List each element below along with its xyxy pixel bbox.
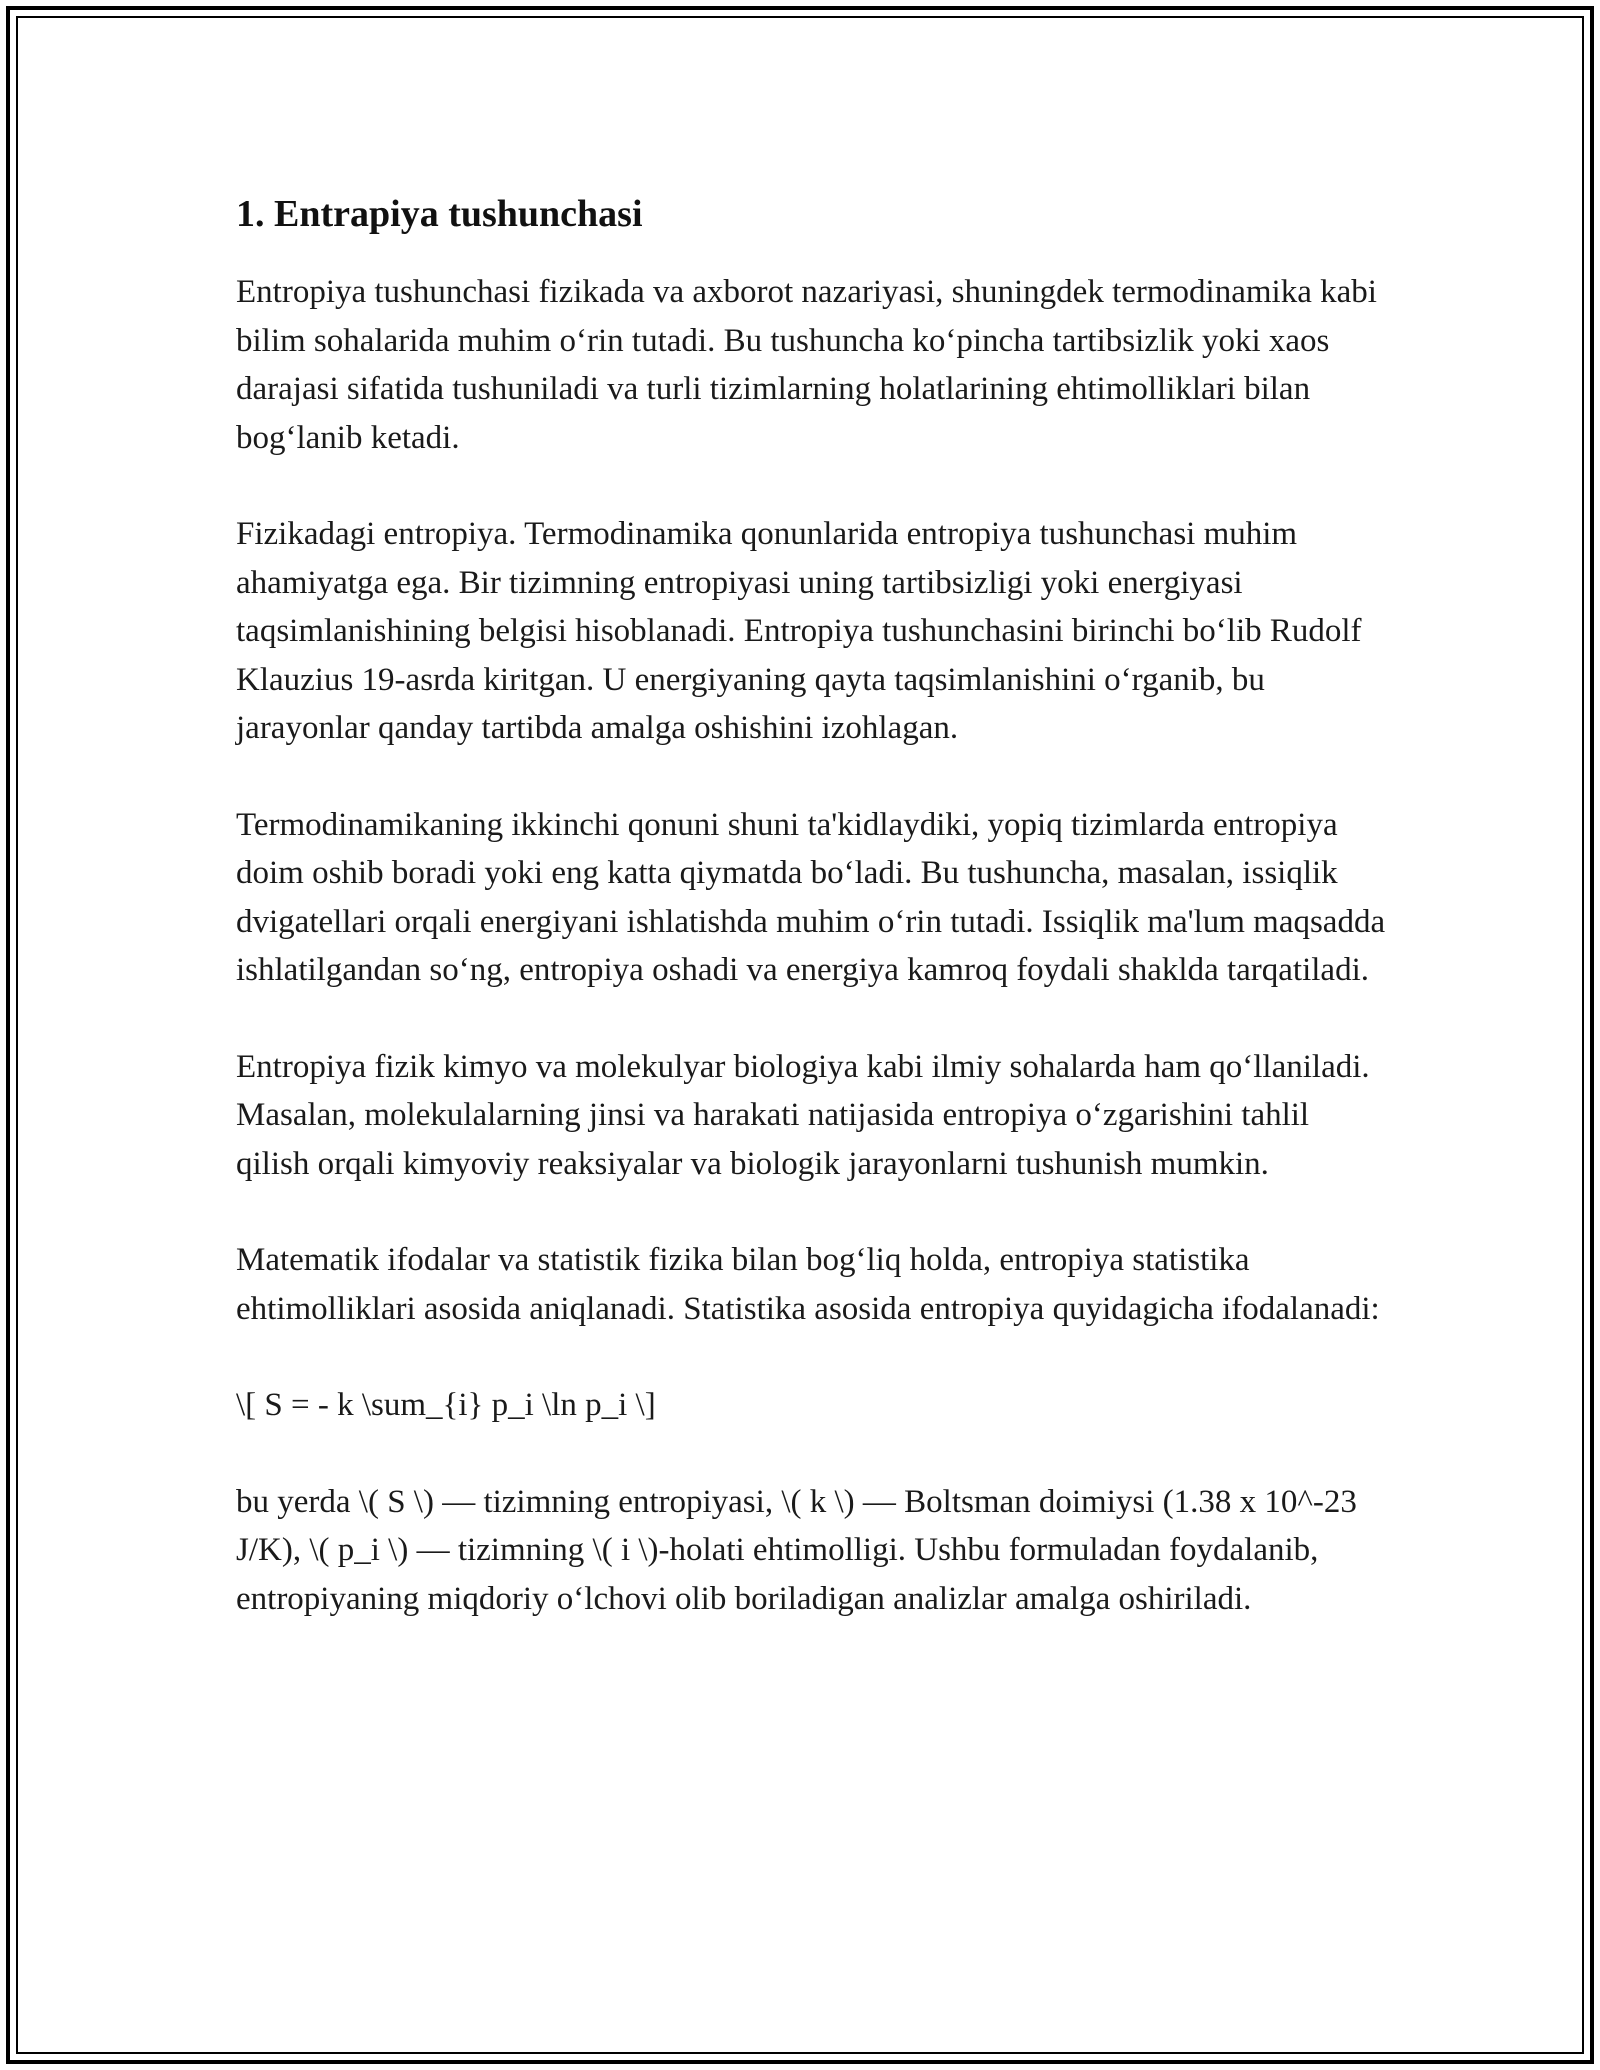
document-body — [236, 186, 1386, 1671]
paragraph-statistical: Matematik ifodalar va statistik fizika bilan bog‘liq holda, entropiya statistika ehtimolliklari asosida aniqlanadi. Statistika asosida entropiya quyidagicha ifodalanadi: — [236, 1242, 1380, 1327]
paragraph-chemistry-biology: Entropiya fizik kimyo va molekulyar biologiya kabi ilmiy sohalarda ham qo‘llaniladi. Masalan, molekulalarning jinsi va harakati natijasida entropiya o‘zgarishini tahlil qilish orqali kimyoviy reaksiyalar va biologik jarayonlarni tushunish mumkin. — [236, 1048, 1370, 1182]
entropy-formula: \[ S = - k \sum_{i} p_i \ln p_i \] — [236, 1387, 656, 1423]
section-heading: 1. Entrapiya tushunchasi — [236, 193, 643, 235]
paragraph-formula-explanation: bu yerda \( S \) — tizimning entropiyasi, \( k \) — Boltsman doimiysi (1.38 x 10^-23 J/K), \( p_i \) — tizimning \( i \)-holati ehtimolligi. Ushbu formuladan foydalanib, entropiyaning miqdoriy o‘lchovi olib boriladigan analizlar amalga oshiriladi. — [236, 1483, 1357, 1617]
paragraph-second-law: Termodinamikaning ikkinchi qonuni shuni ta'kidlaydiki, yopiq tizimlarda entropiya doim oshib boradi yoki eng katta qiymatda bo‘ladi. Bu tushuncha, masalan, issiqlik dvigatellari orqali energiyani ishlatishda muhim o‘rin tutadi. Issiqlik ma'lum maqsadda ishlatilgandan so‘ng, entropiya oshadi va energiya kamroq foydali shaklda tarqatiladi. — [236, 806, 1386, 988]
paragraph-intro: Entropiya tushunchasi fizikada va axborot nazariyasi, shuningdek termodinamika kabi bilim sohalarida muhim o‘rin tutadi. Bu tushuncha ko‘pincha tartibsizlik yoki xaos darajasi sifatida tushuniladi va turli tizimlarning holatlarining ehtimolliklari bilan bog‘lanib ketadi. — [236, 274, 1377, 456]
paragraph-physics-entropy: Fizikadagi entropiya. Termodinamika qonunlarida entropiya tushunchasi muhim ahamiyatga ega. Bir tizimning entropiyasi uning tartibsizligi yoki energiyasi taqsimlanishining belgisi hisoblanadi. Entropiya tushunchasini birinchi bo‘lib Rudolf Klauzius 19-asrda kiritgan. U energiyaning qayta taqsimlanishini o‘rganib, bu jarayonlar qanday tartibda amalga oshishini izohlagan. — [236, 516, 1362, 746]
